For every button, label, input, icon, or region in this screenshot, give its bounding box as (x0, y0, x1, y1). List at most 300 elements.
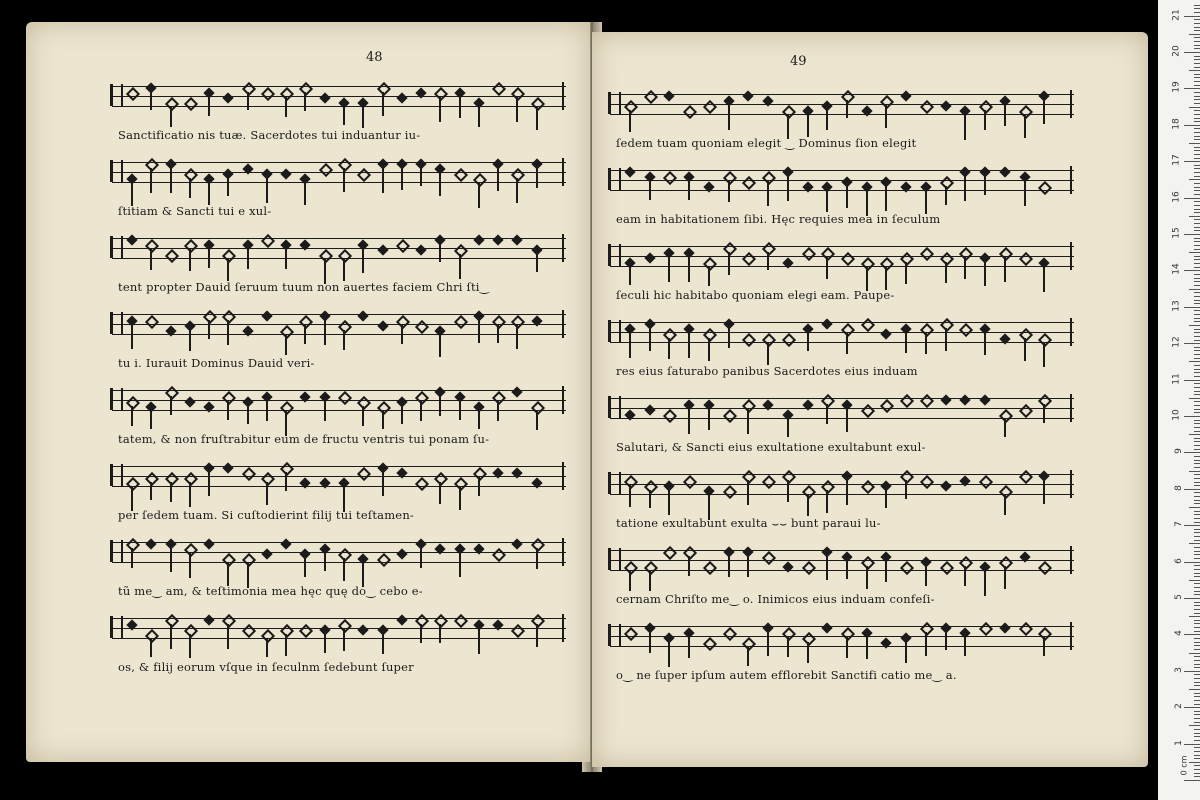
note-head-icon (511, 168, 525, 182)
ruler-tick (1194, 350, 1200, 351)
note-head-icon (473, 173, 487, 187)
ruler-tick (1184, 52, 1200, 53)
note-head-icon (742, 637, 756, 651)
note-stem (826, 257, 828, 279)
note-head-icon (319, 249, 333, 263)
ruler-tick (1184, 88, 1200, 89)
note-stem (885, 105, 887, 128)
note-head-icon (184, 396, 195, 407)
note-head-icon (1038, 627, 1052, 641)
ruler-tick (1194, 503, 1200, 504)
ruler-tick (1194, 387, 1200, 388)
note-head-icon (396, 239, 410, 253)
ruler-tick (1194, 420, 1200, 421)
note-stem (324, 401, 326, 421)
ruler-tick (1184, 234, 1200, 235)
ruler-tick (1194, 482, 1200, 483)
ruler-tick (1194, 63, 1200, 64)
ruler-tick (1194, 354, 1200, 355)
note-head-icon (940, 561, 954, 575)
ruler-tick (1194, 500, 1200, 501)
note-head-icon (165, 325, 176, 336)
ruler-tick (1184, 671, 1200, 672)
ruler-tick (1194, 223, 1200, 224)
note-stem (382, 634, 384, 654)
note-stem (420, 624, 422, 643)
note-head-icon (145, 315, 159, 329)
clef-icon (608, 472, 621, 494)
clef-icon (608, 624, 621, 646)
note-head-icon (473, 234, 484, 245)
ruler-tick (1194, 605, 1200, 606)
note-stem (826, 110, 828, 130)
note-head-icon (261, 87, 275, 101)
ruler-tick (1189, 725, 1200, 726)
ruler-tick (1194, 259, 1200, 260)
note-head-icon (281, 538, 292, 549)
ruler-tick (1194, 631, 1200, 632)
ruler-number: 9 (1174, 448, 1185, 455)
note-head-icon (960, 394, 971, 405)
note-stem (285, 97, 287, 117)
note-stem (401, 168, 403, 190)
note-head-icon (299, 315, 313, 329)
note-stem (629, 571, 631, 591)
ruler-number: 2 (1174, 703, 1185, 710)
note-stem (208, 472, 210, 496)
note-head-icon (703, 328, 717, 342)
note-stem (497, 401, 499, 421)
ruler-number: 14 (1171, 263, 1182, 276)
note-head-icon (184, 239, 198, 253)
ruler-tick (1194, 147, 1200, 148)
note-head-icon (415, 320, 429, 334)
ruler-tick (1194, 8, 1200, 9)
ruler-number: 5 (1174, 594, 1185, 600)
note-stem (439, 396, 441, 416)
note-head-icon (644, 561, 658, 575)
note-head-icon (1038, 394, 1052, 408)
note-head-icon (493, 467, 504, 478)
note-stem (227, 178, 229, 196)
ruler-tick (1194, 19, 1200, 20)
ruler-tick (1194, 245, 1200, 246)
note-head-icon (861, 257, 875, 271)
note-head-icon (203, 310, 217, 324)
ruler-tick (1184, 125, 1200, 126)
ruler-tick (1194, 77, 1200, 78)
note-stem (304, 92, 306, 111)
ruler-tick (1194, 409, 1200, 410)
note-head-icon (821, 480, 835, 494)
clef-icon (110, 84, 123, 106)
note-stem (536, 624, 538, 647)
clef-icon (110, 236, 123, 258)
note-stem (170, 482, 172, 502)
note-head-icon (126, 619, 137, 630)
ruler-tick (1194, 176, 1200, 177)
note-head-icon (300, 477, 311, 488)
note-stem (285, 472, 287, 491)
note-stem (131, 548, 133, 568)
note-head-icon (999, 622, 1010, 633)
ruler-tick (1194, 172, 1200, 173)
ruler-tick (1194, 136, 1200, 137)
note-head-icon (743, 90, 754, 101)
ruler-tick (1194, 674, 1200, 675)
note-stem (787, 637, 789, 657)
note-stem (324, 634, 326, 653)
note-stem (1024, 338, 1026, 361)
note-stem (668, 257, 670, 282)
ruler-number: 7 (1174, 521, 1185, 528)
note-head-icon (841, 323, 855, 337)
ruler-tick (1194, 281, 1200, 282)
ruler-tick (1194, 103, 1200, 104)
note-stem (964, 115, 966, 140)
ruler-tick (1194, 27, 1200, 28)
note-head-icon (222, 249, 236, 263)
ruler-tick (1194, 460, 1200, 461)
ruler-tick (1194, 536, 1200, 537)
note-head-icon (280, 462, 294, 476)
ruler-tick (1194, 609, 1200, 610)
note-head-icon (531, 97, 545, 111)
note-stem (1004, 419, 1006, 437)
bar-line (562, 538, 564, 566)
note-stem (516, 178, 518, 203)
ruler-tick (1194, 511, 1200, 512)
ruler-tick (1194, 649, 1200, 650)
ruler-tick (1194, 427, 1200, 428)
note-stem (767, 343, 769, 365)
note-stem (984, 110, 986, 130)
ruler-tick (1189, 689, 1200, 690)
note-head-icon (821, 247, 835, 261)
note-head-icon (742, 252, 756, 266)
ruler-tick (1194, 431, 1200, 432)
note-stem (131, 325, 133, 349)
note-stem (945, 632, 947, 650)
note-head-icon (396, 614, 407, 625)
note-head-icon (1018, 622, 1032, 636)
note-head-icon (841, 627, 855, 641)
note-stem (866, 566, 868, 589)
ruler-tick (1194, 139, 1200, 140)
ruler-tick (1184, 634, 1200, 635)
note-head-icon (940, 100, 951, 111)
note-head-icon (434, 472, 448, 486)
note-head-icon (901, 90, 912, 101)
note-stem (668, 490, 670, 515)
note-head-icon (881, 637, 892, 648)
note-stem (304, 325, 306, 344)
note-head-icon (999, 485, 1013, 499)
ruler-tick (1194, 383, 1200, 384)
ruler-tick (1194, 496, 1200, 497)
note-stem (439, 173, 441, 196)
note-stem (826, 404, 828, 424)
ruler-tick (1194, 114, 1200, 115)
ruler-tick (1194, 642, 1200, 643)
note-head-icon (184, 624, 198, 638)
note-stem (668, 338, 670, 359)
ruler-tick (1189, 107, 1200, 108)
ruler-tick (1194, 292, 1200, 293)
ruler-tick (1194, 700, 1200, 701)
note-stem (1024, 181, 1026, 206)
note-stem (807, 333, 809, 351)
ruler-tick (1184, 198, 1200, 199)
note-stem (266, 482, 268, 505)
note-stem (728, 328, 730, 348)
note-stem (478, 107, 480, 127)
ruler-tick (1194, 110, 1200, 111)
lyric-line: per ſedem tuam. Si cuſtodierint filij tui teſtamen- (118, 508, 415, 522)
note-stem (1043, 267, 1045, 292)
note-stem (846, 409, 848, 432)
ruler-tick (1184, 161, 1200, 162)
note-head-icon (920, 323, 934, 337)
note-head-icon (396, 467, 407, 478)
note-head-icon (242, 553, 256, 567)
note-head-icon (762, 95, 773, 106)
note-head-icon (683, 546, 697, 560)
note-stem (1004, 495, 1006, 515)
music-staff (112, 82, 566, 110)
note-stem (885, 186, 887, 211)
note-head-icon (435, 543, 446, 554)
note-stem (150, 639, 152, 657)
note-head-icon (940, 176, 954, 190)
note-stem (227, 624, 229, 649)
lyric-line: tatem, & non fruſtrabitur eum de fructu ventris tui ponam ſu- (118, 432, 490, 446)
note-stem (826, 556, 828, 580)
note-head-icon (762, 475, 776, 489)
ruler-tick (1194, 696, 1200, 697)
note-head-icon (164, 472, 178, 486)
note-head-icon (861, 556, 875, 570)
note-stem (1043, 480, 1045, 504)
note-stem (362, 249, 364, 273)
clef-icon (110, 312, 123, 334)
ruler-tick (1194, 718, 1200, 719)
note-head-icon (703, 100, 717, 114)
ruler-tick (1194, 358, 1200, 359)
note-head-icon (145, 239, 159, 253)
note-stem (846, 480, 848, 505)
note-head-icon (511, 624, 525, 638)
note-stem (227, 401, 229, 420)
note-head-icon (376, 82, 390, 96)
note-stem (459, 254, 461, 279)
note-head-icon (762, 242, 776, 256)
note-head-icon (1038, 333, 1052, 347)
lyric-line: ſeculi hic habitabo quoniam elegi eam. Paupe- (616, 288, 895, 302)
ruler-tick (1194, 401, 1200, 402)
ruler-tick (1194, 132, 1200, 133)
ruler-tick (1194, 249, 1200, 250)
note-head-icon (184, 97, 198, 111)
ruler-tick (1194, 168, 1200, 169)
note-head-icon (299, 82, 313, 96)
note-head-icon (861, 404, 875, 418)
note-head-icon (145, 158, 159, 172)
bar-line (1070, 470, 1072, 498)
note-stem (247, 249, 249, 269)
ruler-tick (1194, 219, 1200, 220)
note-head-icon (959, 323, 973, 337)
note-head-icon (861, 480, 875, 494)
note-head-icon (493, 619, 504, 630)
note-stem (925, 191, 927, 214)
ruler-tick (1194, 391, 1200, 392)
note-head-icon (242, 82, 256, 96)
ruler-number: 10 (1171, 409, 1182, 421)
open-book (26, 22, 1156, 770)
note-head-icon (683, 475, 697, 489)
note-head-icon (782, 561, 793, 572)
note-head-icon (624, 475, 638, 489)
ruler-number: 16 (1171, 190, 1182, 203)
note-stem (439, 97, 441, 122)
note-head-icon (512, 234, 523, 245)
ruler-tick (1194, 711, 1200, 712)
note-head-icon (357, 467, 371, 481)
note-head-icon (999, 247, 1013, 261)
music-staff (610, 622, 1074, 650)
note-stem (170, 624, 172, 649)
ruler-number: 1 (1174, 739, 1185, 746)
ruler-tick (1194, 693, 1200, 694)
note-head-icon (723, 485, 737, 499)
note-head-icon (999, 409, 1013, 423)
note-head-icon (999, 333, 1010, 344)
clef-icon (110, 540, 123, 562)
note-stem (767, 181, 769, 206)
bar-line (562, 462, 564, 490)
ruler-tick (1194, 347, 1200, 348)
note-head-icon (126, 87, 140, 101)
note-head-icon (164, 386, 178, 400)
ruler-tick (1194, 602, 1200, 603)
clef-icon (110, 388, 123, 410)
note-head-icon (683, 105, 697, 119)
note-head-icon (415, 614, 429, 628)
ruler-tick (1194, 773, 1200, 774)
note-head-icon (319, 477, 330, 488)
note-head-icon (880, 399, 894, 413)
ruler-tick (1189, 325, 1200, 326)
music-staff (112, 158, 566, 186)
ruler-tick (1194, 423, 1200, 424)
ruler-tick (1194, 194, 1200, 195)
note-head-icon (415, 477, 429, 491)
ruler-tick (1194, 514, 1200, 515)
music-staff (112, 386, 566, 414)
ruler-number: 21 (1171, 8, 1182, 21)
note-head-icon (920, 394, 934, 408)
ruler-tick (1194, 227, 1200, 228)
note-stem (964, 637, 966, 656)
note-stem (787, 176, 789, 201)
lyric-line: tu i. Iurauit Dominus Dauid veri- (118, 356, 315, 370)
note-head-icon (454, 477, 468, 491)
note-head-icon (644, 404, 655, 415)
note-stem (478, 183, 480, 208)
ruler-tick (1194, 532, 1200, 533)
lyric-line: eam in habitationem ſibi. Hęc requies mea in ſeculum (616, 212, 941, 226)
clef-icon (110, 464, 123, 486)
lyric-line: tũ me‿ am, & teſtimonia mea hęc quę do‿ cebo e- (118, 584, 423, 598)
ruler-tick (1184, 489, 1200, 490)
note-stem (885, 490, 887, 508)
note-head-icon (900, 561, 914, 575)
note-head-icon (782, 333, 796, 347)
note-stem (905, 262, 907, 284)
note-head-icon (512, 386, 523, 397)
ruler-tick (1194, 449, 1200, 450)
note-head-icon (376, 553, 390, 567)
note-head-icon (338, 619, 352, 633)
note-head-icon (242, 467, 256, 481)
right-page (592, 32, 1148, 767)
ruler-tick (1189, 252, 1200, 253)
ruler-tick (1194, 300, 1200, 301)
note-head-icon (164, 249, 178, 263)
ruler-tick (1194, 332, 1200, 333)
ruler-tick (1194, 583, 1200, 584)
ruler-tick (1189, 543, 1200, 544)
note-head-icon (1018, 404, 1032, 418)
note-head-icon (742, 333, 756, 347)
ruler-tick (1194, 627, 1200, 628)
note-stem (846, 561, 848, 579)
note-stem (866, 637, 868, 659)
music-staff (610, 166, 1074, 194)
note-stem (1024, 115, 1026, 138)
page-number-right: 49 (790, 54, 807, 69)
note-head-icon (920, 475, 934, 489)
ruler-number: 19 (1171, 81, 1182, 94)
ruler-tick (1194, 485, 1200, 486)
ruler-tick (1194, 5, 1200, 6)
ruler-tick (1194, 620, 1200, 621)
note-stem (420, 168, 422, 186)
ruler-tick (1189, 289, 1200, 290)
note-stem (227, 320, 229, 345)
music-staff (610, 470, 1074, 498)
ruler-tick (1194, 518, 1200, 519)
ruler-tick (1194, 318, 1200, 319)
ruler-tick (1189, 398, 1200, 399)
clef-icon (110, 616, 123, 638)
note-head-icon (742, 176, 756, 190)
ruler-number: 4 (1174, 630, 1185, 637)
note-stem (925, 632, 927, 656)
ruler-tick (1194, 591, 1200, 592)
note-head-icon (1018, 105, 1032, 119)
bar-line (562, 234, 564, 262)
note-head-icon (999, 556, 1013, 570)
ruler-tick (1194, 736, 1200, 737)
note-stem (1043, 404, 1045, 423)
ruler-tick (1194, 394, 1200, 395)
note-stem (208, 320, 210, 339)
note-head-icon (358, 310, 369, 321)
note-stem (478, 411, 480, 429)
ruler-tick (1189, 179, 1200, 180)
